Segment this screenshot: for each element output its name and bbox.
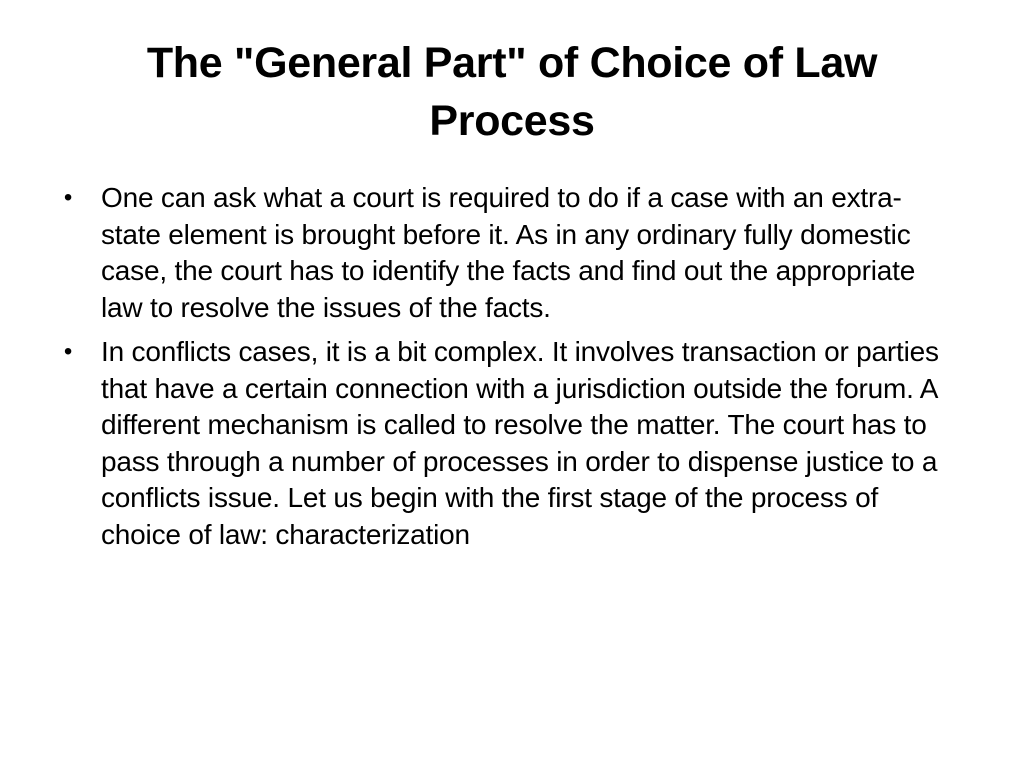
bullet-text: In conflicts cases, it is a bit complex. It involves transaction or parties that have a certain connection with a jurisdiction outside the forum. A different mechanism is called to resolve the matter. The court has to pass through a number of processes in order to dispense justice to a conflicts issue. Let us begin with the first stage of the process of choice of law: characterization [101, 336, 939, 550]
bullet-icon: • [63, 184, 73, 211]
slide-title: The "General Part" of Choice of Law Process [146, 39, 878, 145]
bullet-item [58, 334, 948, 553]
bullet-item [58, 180, 948, 326]
bullet-list [58, 180, 948, 561]
bullet-text: One can ask what a court is required to do if a case with an extra-state element is brought before it. As in any ordinary fully domestic case, the court has to identify the facts and find out the appropriate law to resolve the issues of the facts. [101, 182, 916, 323]
bullet-icon: • [63, 338, 73, 365]
